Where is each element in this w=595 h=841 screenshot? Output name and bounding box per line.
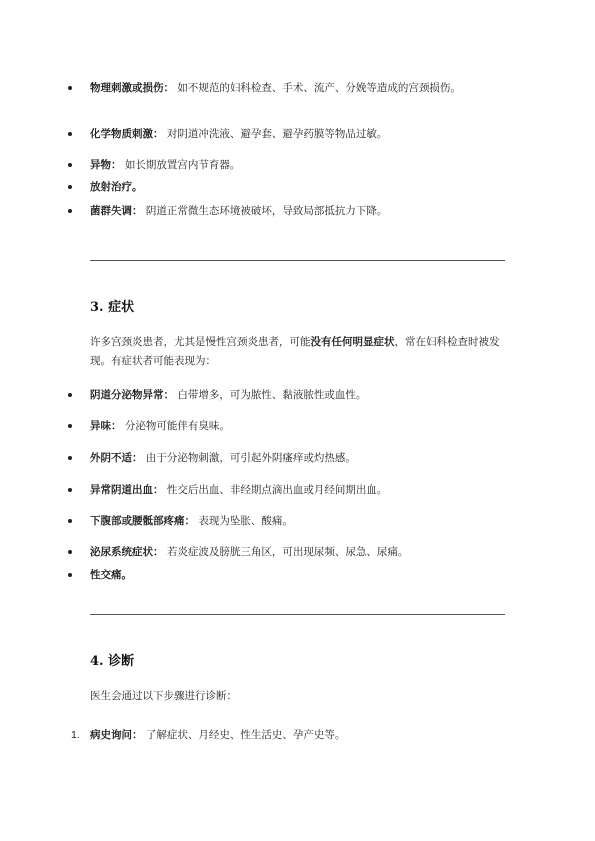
list-item-desc: 表现为坠胀、酸痛。 — [198, 515, 293, 527]
list-item-abnormal-bleeding — [90, 480, 508, 501]
numbered-item-history-taking — [71, 725, 508, 746]
list-item-term: 性交痛。 — [90, 569, 132, 581]
list-item-term: 化学物质刺激： — [90, 128, 164, 140]
section-heading-diagnosis: 4. 诊断 — [90, 654, 135, 669]
list-item-term: 物理刺激或损伤： — [90, 82, 174, 94]
list-item-term: 异常阴道出血： — [90, 484, 164, 496]
list-item-term: 异味： — [90, 420, 122, 432]
bullet-marker — [68, 424, 72, 428]
bullet-marker — [68, 132, 72, 136]
list-item-term: 菌群失调： — [90, 205, 143, 217]
list-item-term: 泌尿系统症状： — [90, 546, 164, 558]
bullet-marker — [68, 185, 72, 189]
section-heading-symptoms: 3. 症状 — [90, 300, 135, 315]
list-item-desc: 若炎症波及膀胱三角区，可出现尿频、尿急、尿痛。 — [166, 546, 409, 558]
list-item-desc: 由于分泌物刺激，可引起外阴瘙痒或灼热感。 — [145, 452, 356, 464]
symptoms-intro-paragraph — [90, 333, 508, 371]
bullet-marker — [68, 519, 72, 523]
bullet-marker — [68, 393, 72, 397]
list-item-pelvic-pain — [90, 511, 508, 532]
list-item-desc: 如长期放置宫内节育器。 — [124, 159, 241, 171]
list-item-desc: 分泌物可能伴有臭味。 — [124, 420, 230, 432]
list-number: 1. — [71, 729, 80, 741]
list-item-urinary-symptoms — [90, 542, 508, 563]
bullet-marker — [68, 550, 72, 554]
intro-emphasis: 没有任何明显症状 — [310, 336, 395, 348]
list-item-chemical-irritation — [90, 124, 508, 145]
list-item-discharge — [90, 385, 508, 406]
section-divider — [90, 260, 505, 261]
list-item-desc: 对阴道冲洗液、避孕套、避孕药膜等物品过敏。 — [166, 128, 388, 140]
bullet-marker — [68, 488, 72, 492]
list-item-flora-imbalance — [90, 201, 508, 222]
list-item-desc: 如不规范的妇科检查、手术、流产、分娩等造成的宫颈损伤。 — [177, 82, 461, 94]
intro-text: 许多宫颈炎患者，尤其是慢性宫颈炎患者，可能 — [90, 336, 311, 348]
bullet-marker — [68, 86, 72, 90]
list-item-desc: 白带增多，可为脓性、黏液脓性或血性。 — [177, 389, 367, 401]
bullet-marker — [68, 163, 72, 167]
bullet-marker — [68, 573, 72, 577]
list-item-desc: 了解症状、月经史、性生活史、孕产史等。 — [145, 729, 346, 741]
list-item-term: 放射治疗。 — [90, 181, 143, 193]
list-item-term: 阴道分泌物异常： — [90, 389, 174, 401]
list-item-foreign-body — [90, 155, 508, 176]
list-item-term: 下腹部或腰骶部疼痛： — [90, 515, 195, 527]
list-item-desc: 性交后出血、非经期点滴出血或月经间期出血。 — [166, 484, 388, 496]
list-item-term: 病史询问： — [90, 729, 143, 741]
intro-text: ，常在妇科检查时被发现。有症状者可能表现为： — [90, 336, 500, 367]
list-item-radiotherapy — [90, 177, 508, 198]
list-item-physical-injury — [90, 78, 508, 99]
list-item-term: 异物： — [90, 159, 122, 171]
diagnosis-intro-paragraph: 医生会通过以下步骤进行诊断： — [90, 690, 237, 702]
list-item-vulvar-discomfort — [90, 448, 508, 469]
list-item-odor — [90, 416, 508, 437]
bullet-marker — [68, 209, 72, 213]
section-divider — [90, 614, 505, 615]
list-item-term: 外阴不适： — [90, 452, 143, 464]
list-item-dyspareunia — [90, 565, 508, 586]
bullet-marker — [68, 456, 72, 460]
list-item-desc: 阴道正常微生态环境被破坏，导致局部抵抗力下降。 — [145, 205, 388, 217]
